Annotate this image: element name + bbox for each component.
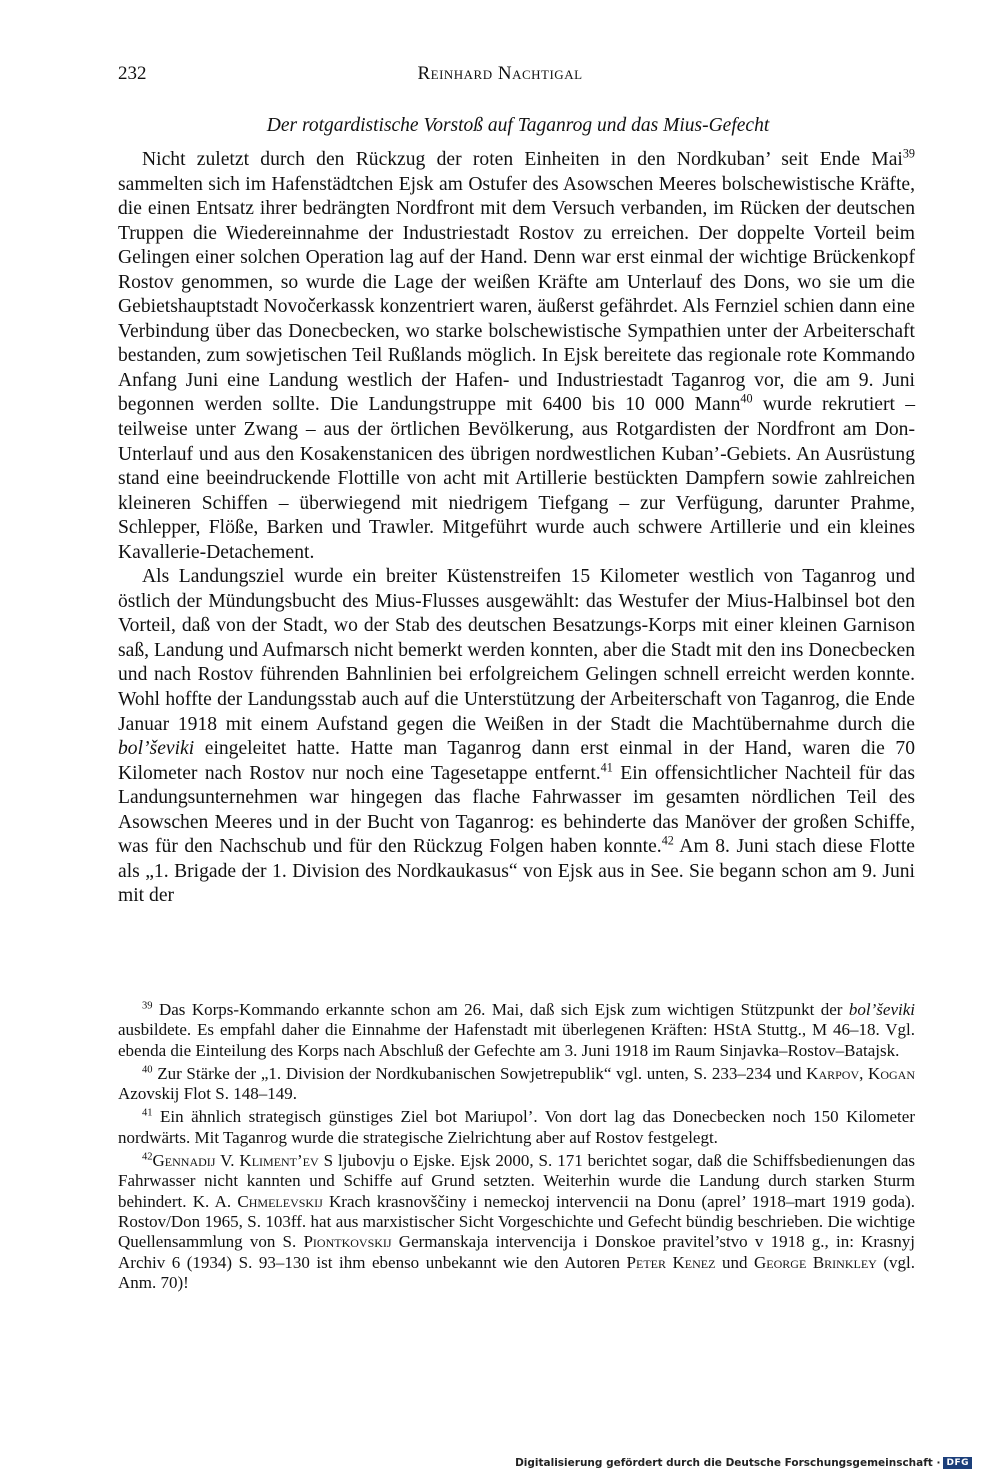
footnote: $^{39}$ Das Korps-Kommando erkannte schon am 26. Mai, daß sich Ejsk zum wichtigen Stützpunkt der bol’ševiki ausbildete. Es empfahl daher die Einnahme der Hafenstadt mit überlegenen Kräften: HStA Stuttg., M 46–18. Vgl. ebenda die Einteilung des Korps nach Abschluß der Gefechte am 3. Juni 1918 im Raum Sinjavka–Rostov–Batajsk.: [118, 1000, 915, 1060]
footnote-ref[interactable]: 41: [600, 760, 613, 775]
footnote-ref[interactable]: 42: [661, 833, 674, 848]
footnotes: [118, 1000, 915, 1296]
dfg-logo: DFG: [943, 1457, 972, 1469]
digitization-credit: [515, 1457, 972, 1469]
paragraph: Als Landungsziel wurde ein breiter Küstenstreifen 15 Kilometer westlich von Taganrog und östlich der Mündungsbucht des Mius-Flusses ausgewählt: das Westufer der Mius-Halbinsel bot den Vorteil, daß von der Stadt, wo der Stab des deutschen Besatzungs-Korps mit einer kleinen Garnison saß, Landung und Aufmarsch nicht bemerkt werden konnten, aber die Stadt mit den ins Donecbecken und nach Rostov führenden Bahnlinien bei erfolgreichem Gelingen schnell erreicht werden konnte. Wohl hoffte der Landungsstab auch auf die Unterstützung der Arbeiterschaft von Taganrog, die Ende Januar 1918 mit einem Aufstand gegen die Weißen in der Stadt die Machtübernahme durch die bol’ševiki eingeleitet hatte. Hatte man Taganrog dann erst einmal in der Hand, waren die 70 Kilometer nach Rostov nur noch eine Tagesetappe entfernt.$^{41}$ Ein offensichtlicher Nachteil für das Landungsunternehmen war hingegen das flache Fahrwasser im gesamten nördlichen Teil des Asowschen Meeres und in der Bucht von Taganrog: es behinderte das Manöver der großen Schiffe, was für den Nachschub und für den Rückzug Folgen haben konnte.$^{42}$ Am 8. Juni stach diese Flotte als „1. Brigade der 1. Division des Nordkaukasus“ von Ejsk aus in See. Sie begann schon am 9. Juni mit der: [118, 566, 915, 907]
body-text: [118, 148, 915, 909]
footnote-ref[interactable]: 39: [902, 146, 915, 161]
page-number: 232: [118, 63, 147, 84]
footnote: $^{40}$ Zur Stärke der „1. Division der Nordkubanischen Sowjetrepublik“ vgl. unten, S. 233–234 und Karpov, Kogan Azovskij Flot S. 148–149.: [118, 1063, 915, 1104]
footnote: $^{41}$ Ein ähnlich strategisch günstiges Ziel bot Mariupol’. Von dort lag das Donecbecken noch 150 Kilometer nordwärts. Mit Taganrog wurde die strategische Zielrichtung aber auf Rostov festgelegt.: [118, 1107, 915, 1147]
footnote-ref[interactable]: 40: [740, 391, 753, 406]
paragraph: Nicht zuletzt durch den Rückzug der roten Einheiten in den Nordkuban’ seit Ende Mai$^{39}$ sammelten sich im Hafenstädtchen Ejsk am Ostufer des Asowschen Meeres bolschewistische Kräfte, die einen Entsatz ihrer bedrängten Nordfront mit dem Versuch verbanden, im Rücken der deutschen Truppen die Wiedereinnahme der Industriestadt Rostov zu erreichen. Der doppelte Vorteil beim Gelingen einer solchen Operation lag auf der Hand. Denn war erst einmal der wichtige Brückenkopf Rostov genommen, so wurde die Lage der weißen Kräfte am Unterlauf des Dons, wo sie um die Gebietshauptstadt Novočerkassk konzentriert waren, äußerst gefährdet. Als Fernziel schien dann eine Verbindung über das Donecbecken, wo starke bolschewistische Sympathien unter der Arbeiterschaft bestanden, zum sowjetischen Teil Rußlands möglich. In Ejsk bereitete das regionale rote Kommando Anfang Juni eine Landung westlich der Hafen- und Industriestadt Taganrog vor, die am 9. Juni begonnen werden sollte. Die Landungstruppe mit 6400 bis 10 000 Mann$^{40}$ wurde rekrutiert – teilweise unter Zwang – aus der örtlichen Bevölkerung, aus Rotgardisten der Nordfront am Don-Unterlauf und aus den Kosakenstanicen des übrigen nordwestlichen Kuban’-Gebiets. An Ausrüstung stand eine beeindruckende Flottille von acht mit Artillerie bestückten Dampfern sowie zahlreichen kleineren Schiffen – überwiegend mit niedrigem Tiefgang – zur Verfügung, darunter Prahme, Schlepper, Flöße, Barken und Trawler. Mitgeführt wurde auch schwere Artillerie und ein kleines Kavallerie-Detachement.: [118, 146, 915, 563]
credit-text: Digitalisierung gefördert durch die Deutsche Forschungsgemeinschaft ·: [515, 1457, 941, 1469]
section-title: Der rotgardistische Vorstoß auf Taganrog und das Mius-Gefecht: [266, 115, 770, 136]
footnote-number: 41: [142, 1107, 153, 1119]
running-head: Reinhard Nachtigal: [417, 63, 583, 84]
footnote-number: 42: [142, 1151, 153, 1163]
footnote-number: 40: [142, 1064, 153, 1076]
footnote-number: 39: [142, 1000, 153, 1012]
footnote: $^{42}$Gennadij V. Kliment’ev S ljubovju o Ejske. Ejsk 2000, S. 171 berichtet sogar, daß die Schiffsbedienungen das Fahrwasser nicht kannten und Schiffe auf Grund setzten. Weiterhin wurde die Landung durch starken Sturm behindert. K. A. Chmelevskij Krach krasnovščiny i nemeckoj intervencii na Donu (aprel’ 1918–mart 1919 goda). Rostov/Don 1965, S. 103ff. hat aus marxistischer Sicht Vorgeschichte und Gefecht bündig beschrieben. Die wichtige Quellensammlung von S. Piontkovskij Germanskaja intervencija i Donskoe pravitel’stvo v 1918 g., in: Krasnyj Archiv 6 (1934) S. 93–130 ist ihm ebenso unbekannt wie den Autoren Peter Kenez und George Brinkley (vgl. Anm. 70)!: [118, 1151, 916, 1292]
